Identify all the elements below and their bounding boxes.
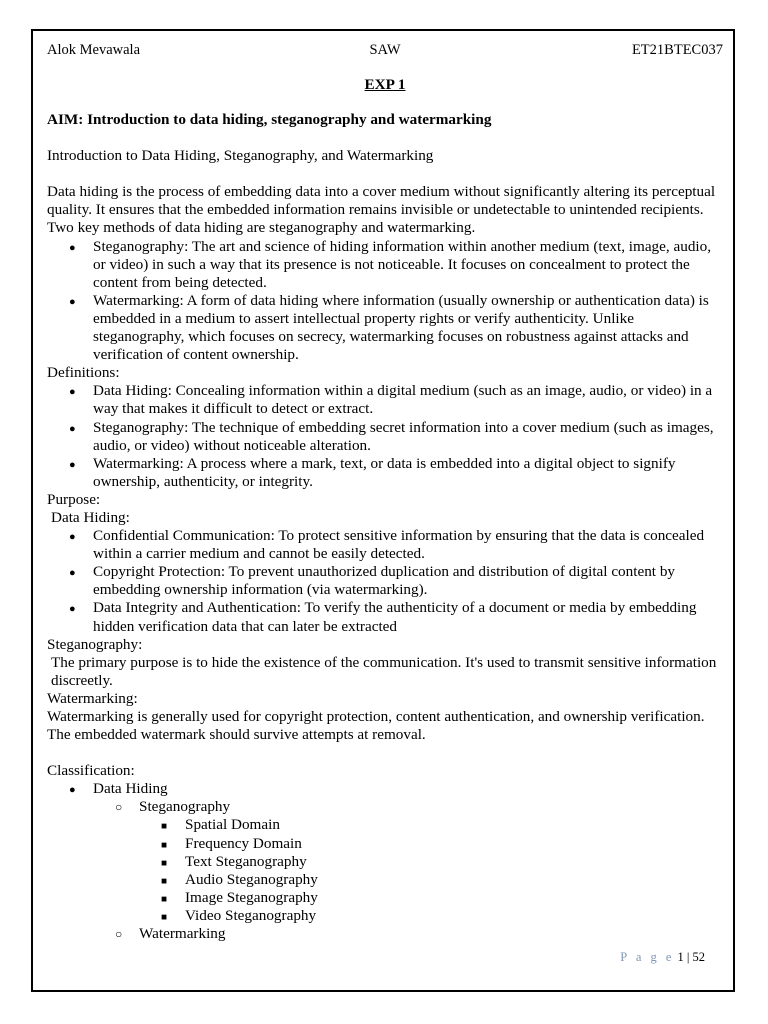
- watermarking-label: Watermarking:: [47, 689, 138, 707]
- classification-tree: [47, 780, 723, 798]
- list-item: ■ Text Steganography: [139, 853, 723, 871]
- watermarking-purpose-text: Watermarking is generally used for copyright protection, content authentication, and ownership verification. The embedded watermark should survive attempts at removal.: [47, 708, 705, 744]
- list-item: ■ Frequency Domain: [139, 835, 723, 853]
- list-item: ○ Steganography: [93, 798, 723, 816]
- steganography-types-list: [139, 816, 723, 925]
- header-roll-number: ET21BTEC037: [631, 42, 723, 58]
- page-footer: [620, 950, 705, 965]
- definitions-label: Definitions:: [47, 364, 120, 382]
- classification-subtree: [93, 798, 723, 816]
- purpose-label: Purpose:: [47, 490, 101, 508]
- experiment-title: EXP 1: [364, 76, 406, 93]
- list-item: ■ Video Steganography: [139, 907, 723, 925]
- list-item: ■ Audio Steganography: [139, 871, 723, 889]
- header-author: Alok Mevawala: [47, 42, 141, 58]
- list-item: ■ Spatial Domain: [139, 816, 723, 834]
- page-header: [47, 41, 723, 59]
- list-item: ● Copyright Protection: To prevent unauthorized duplication and distribution of digital content by embedding ownership information (via watermarking).: [47, 563, 723, 599]
- classification-label: Classification:: [47, 762, 135, 780]
- data-hiding-label: Data Hiding:: [51, 508, 130, 526]
- list-item: ● Steganography: The art and science of hiding information within another medium (text, image, audio, or video) in such a way that its presence is not noticeable. It focuses on concealment to protect the content from being detected.: [47, 238, 723, 292]
- list-item: ■ Image Steganography: [139, 889, 723, 907]
- header-subject: SAW: [369, 42, 401, 58]
- page-word: P a g e: [620, 950, 675, 964]
- steganography-purpose-text: The primary purpose is to hide the existence of the communication. It's used to transmit sensitive information discreetly.: [51, 653, 717, 689]
- list-item: ● Watermarking: A form of data hiding where information (usually ownership or authentication data) is embedded in a medium to assert intellectual property rights or verify authenticity. Unlike steganography, which focuses on secrecy, watermarking focuses on robustness against attacks and verification of content ownership.: [47, 292, 723, 364]
- definitions-list: [47, 382, 723, 491]
- list-item: ○ Watermarking: [93, 925, 723, 943]
- list-item: ● Steganography: The technique of embedding secret information into a cover medium (such as images, audio, or video) without noticeable alteration.: [47, 419, 723, 455]
- intro-bullet-list: [47, 238, 723, 365]
- list-item: ● Watermarking: A process where a mark, text, or data is embedded into a digital object to signify ownership, authenticity, or integrity.: [47, 455, 723, 491]
- list-item: ● Confidential Communication: To protect sensitive information by ensuring that the data is concealed within a carrier medium and cannot be easily detected.: [47, 527, 723, 563]
- steganography-label: Steganography:: [47, 635, 143, 653]
- intro-paragraph: Data hiding is the process of embedding data into a cover medium without significantly altering its perceptual quality. It ensures that the embedded information remains invisible or undetectable to unintended recipients. Two key methods of data hiding are steganography and watermarking.: [47, 183, 716, 237]
- list-item: ● Data Hiding: [47, 780, 723, 798]
- aim-statement: AIM: Introduction to data hiding, steganography and watermarking: [47, 111, 492, 129]
- list-item: ● Data Integrity and Authentication: To verify the authenticity of a document or media by embedding hidden verification data that can later be extracted: [47, 599, 723, 635]
- list-item: ● Data Hiding: Concealing information within a digital medium (such as an image, audio, or video) in a way that makes it difficult to detect or extract.: [47, 382, 723, 418]
- intro-heading: Introduction to Data Hiding, Steganography, and Watermarking: [47, 147, 434, 165]
- page-number: 1 | 52: [677, 950, 705, 964]
- purpose-list: [47, 527, 723, 636]
- document-body: [47, 41, 723, 943]
- classification-subtree: [93, 925, 723, 943]
